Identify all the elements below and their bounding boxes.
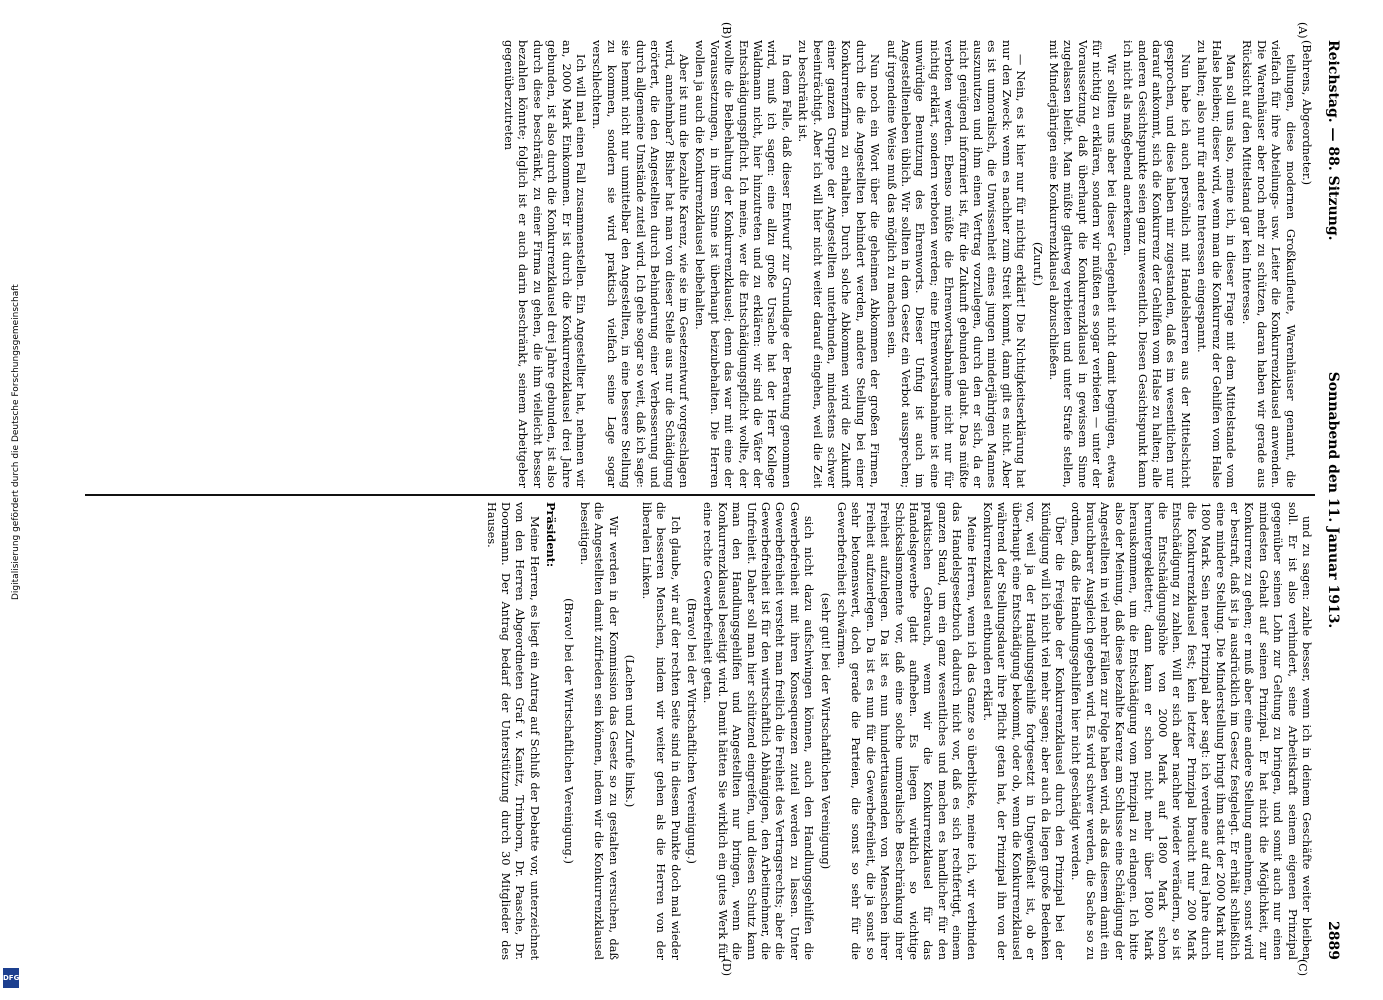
left-column <box>83 40 1313 488</box>
speaker-label <box>543 502 558 960</box>
margin-marker-c: (C) <box>1296 959 1309 976</box>
president-label: Präsident: <box>544 502 559 568</box>
paragraph: Nun noch ein Wort über die geheimen Abkommen der großen Firmen, durch die die Angestellten behindert werden, andere Stellung bei einer Konkurrenzfirma zu erhalten. Durch solche Abkommen wird die Zukunft einer ganzen Gruppe der Angestellten unterbunden, mindestens schwer beeinträchtigt. Aber ich will hier nicht weiter darauf eingehen, weil die Zeit zu beschränkt ist. <box>796 40 882 488</box>
paragraph: Meine Herren, wenn ich das Ganze so überblicke, meine ich, wir verbinden das Handelsgesetzbuch dadurch nicht vor, daß es sich rechtfertigt, einem ganzen Stand, um ein ganz wesentliches und machen es handlicher für den praktischen Gebrauch, wenn wir die Konkurrenzklausel für das Handelsgewerbe glatt aufheben. Es liegen wirklich so wichtige Schicksalsmomente vor, daß eine solche unmoralische Beschränkung ihrer Freiheit aufzulegen. Da ist es nun hunderttausenden von Menschen ihrer Freiheit aufzuerlegen. Da ist es nun für die Gewerbefreiheit, die ja sonst so sehr betonenswert, doch gerade die Parteien, die sonst so sehr für die Gewerbefreiheit schwärmen. <box>835 502 978 960</box>
margin-marker-a: (A) <box>1296 22 1309 39</box>
paragraph: — Nein, es ist hier nur für nichtig erklärt! Die Nichtigkeitserklärung hat nur den Zweck: wenn es nachher zum Streit kommt, dann gilt es nicht. Aber es ist unmoralisch, die Unwissenheit eines jungen minderjährigen Mannes auszunutzen und ihm einen Vertrag vorzulegen, durch den er sich, da er nicht genügend informiert ist, für die Zukunft gebunden glaubt. Das müßte verboten werden. Ebenso müßte die Ehrenwortsabnahme nicht nur für nichtig erklärt, sondern verboten werden; eine Ehrenwortsabnahme ist eine unwürdige Benutzung des Ehrenworts. Dieser Unfug ist auch im Angestelltenleben üblich. Wir sollten in dem Gesetz ein Verbot aussprechen; auf irgendeine Weise muß das möglich zu machen sein. <box>884 40 1028 488</box>
paragraph: Nun habe ich auch persönlich mit Handelsherren aus der Mittelschicht gesprochen, und diese haben mir zugestanden, daß es im wesentlichen nur darauf ankommt, sich die Konkurrenz der Gehilfen vom Halse zu halten; alle anderen Gesichtspunkte seien ganz unwesentlich. Diesen Gesichtspunkt kann ich nicht als maßgebend anerkennen. <box>1121 40 1192 488</box>
paragraph: Wir sollten uns aber bei dieser Gelegenheit nicht damit begnügen, etwas für nichtig zu erklären, sondern wir müßten es sogar verbieten — unter der Voraussetzung, daß überhaupt die Konkurrenzklausel in gewissem Sinne zugelassen bleibt. Man müßte glattweg verbieten und unter Strafe stellen, mit Minderjährigen eine Konkurrenzklausel abzuschließen. <box>1047 40 1118 488</box>
funding-note: Digitalisierung gefördert durch die Deutsche Forschungsgemeinschaft <box>11 284 21 600</box>
paragraph: Aber ist nun die bezahlte Karenz, wie sie im Gesetzentwurf vorgeschlagen wird, annehmbar? Bisher hat man von dieser Stelle aus nur die Schädigung erörtert, die den Angestellten durch Behinderung einer Verbesserung und durch allgemeine Umstände zuteil wird. Ich gehe sogar so weit, daß ich sage: sie hemmt nicht nur unmittelbar den Angestellten, in eine bessere Stellung zu kommen, sondern sie wird praktisch vielfach seine Lage sogar verschlechtern. <box>590 40 690 488</box>
interjection: (Lachen und Zurufe links.) <box>623 654 637 808</box>
margin-marker-b: (B) <box>720 22 733 39</box>
paragraph: Ich glaube, wir auf der rechten Seite sind in diesem Punkte doch mal wieder die besseren Menschen, indem wir weiter gehen als die Herren von der liberalen Linken. <box>639 502 682 960</box>
paragraph: und zu sagen: zahle besser, wenn ich in deinem Geschäfte weiter bleiben soll. Er ist also verhindert, seine Arbeitskraft seinem eigenen Prinzipal gegenüber seinen Lohn zur Geltung zu bringen, und somit auch nur einen mindesten Gehalt auf seinen Prinzipal. Er hat nicht die Möglichkeit, zur Konkurrenz zu gehen; er muß aber eine andere Stellung annehmen, sonst wird er bestraft, daß ist ja ausdrücklich im Gesetz festgelegt. Er erhält schließlich eine mindere Stellung. Die Minderstellung bringt ihm statt der 2000 Mark nur 1800 Mark. Sein neuer Prinzipal aber sagt: ich verdiene auf drei Jahre durch die Konkurrenzklausel fest; kein letzter Prinzipal braucht nur 200 Mark Entschädigung zu zahlen. Will er sich aber nachher wieder verändern, so ist die Entschädigungshöhe von 2000 Mark auf 1800 Mark schon heruntergeklettert; dann kann er schon nicht mehr über 1800 Mark herauskommen, um die Entschädigung vom Prinzipal zu erlangen. Ich bitte also der Meinung, daß diese bezahlte Karenz am Schlusse eine Schädigung der Angestellten in viel mehr Fällen zur Folge haben wird, als das diesem damit ein brauchbarer Ausgleich gegeben wird. Es wird schwer werden, die Sache so zu ordnen, daß die Handlungsgehilfen hier nicht geschädigt werden. <box>1069 502 1313 960</box>
interjection: (Bravo! bei der Wirtschaftlichen Vereinigung.) <box>561 598 575 864</box>
speaker-label: (Behrens, Abgeordneter.) <box>1300 40 1313 186</box>
header-session: Reichstag. — 88. Sitzung. <box>1325 40 1341 241</box>
paragraph: tellungen, diese modernen Großkaufleute, Warenhäuser genannt, die vielfach für ihre Abteilungs- usw. Leiter die Konkurrenzklausel anwenden. Die Warenhäuser aber noch mehr zu schützen, daran haben wir gerade aus Rücksicht auf den Mittelstand gar kein Interesse. <box>1240 40 1297 488</box>
paragraph: Über die Freigabe der Konkurrenzklausel durch den Prinzipal bei der Kündigung will ich nicht viel mehr sagen; aber auch da liegen große Bedenken vor, weil ja der Handlungsgehilfe fortgesetzt in Ungewißheit ist, ob er überhaupt eine Entschädigung bekommt, oder ob, wenn die Konkurrenzklausel während der Stellungsdauer ihre Pflicht getan hat, der Prinzipal ihn von der Konkurrenzklausel entbunden erklärt. <box>981 502 1067 960</box>
interjection: (Zuruf.) <box>1030 242 1044 286</box>
paragraph: sich nicht dazu aufschwingen können, auch den Handlungsgehilfen die Gewerbefreiheit mit ihren Konsequenzen zuteil werden zu lassen. Unter Gewerbefreiheit versteht man freilich die Freiheit des Vertragsrechts; aber die Gewerbefreiheit ist für den wirtschaftlich Abhängigen, den Arbeitnehmer, die Unfreiheit. Daher soll man hier schützend eingreifen, und diesen Schutz kann man den Handlungsgehilfen und Angestellten nur bringen, wenn die Konkurrenzklausel beseitigt wird. Damit hätten Sie wirklich ein gutes Werk für eine rechte Gewerbefreiheit getan. <box>701 502 816 960</box>
page-header <box>1317 40 1345 960</box>
rotated-page <box>65 20 1345 980</box>
interjection: (sehr gut! bei der Wirtschaftlichen Vereinigung) <box>818 592 832 870</box>
page-number: 2889 <box>1325 921 1341 960</box>
paragraph: Meine Herren, es liegt ein Antrag auf Schluß der Debatte vor, unterzeichnet von den Herren Abgeordneten Graf v. Kanitz, Trimborn, Dr. Paasche, Dr. Doormann. Der Antrag bedarf der Unterstützung durch 30 Mitglieder des Hauses. <box>484 502 541 960</box>
paragraph: Wir werden in der Kommission das Gesetz so zu gestalten versuchen, daß die Angestellten damit zufrieden sein können, indem wir die Konkurrenzklausel beseitigen. <box>578 502 620 960</box>
column-divider <box>85 494 1315 496</box>
paragraph: Ich will mal einen Fall zusammenstellen. Ein Angestellter hat, nehmen wir an, 2000 Mark Einkommen. Er ist durch die Konkurrenzklausel drei Jahre gebunden, ist also durch die Konkurrenzklausel drei Jahre gebunden, ist also durch diese beschränkt, zu einer Firma zu gehen, die ihm vielleicht besser bezahlen könnte; folglich ist er auch darin beschränkt, seinem Arbeitgeber gegenüberzutreten <box>502 40 588 488</box>
paragraph: In dem Falle, daß dieser Entwurf zur Grundlage der Beratung genommen wird, muß ich sagen: eine allzu große Ursache hat der Herr Kollege Waldmann nicht, hier hinzutreten und zu erklären: wir sind die Väter der Entschädigungspflicht. Ich meine, wer die Entschädigungspflicht wollte, der wollte die Beibehaltung der Konkurrenzklausel; denn das war mit eine der Voraussetzungen, in ihrem Sinne ist überhaupt beizubehalten. Die Herren wollen ja auch die Konkurrenzklausel beibehalten. <box>693 40 793 488</box>
digitization-footer <box>0 0 22 1000</box>
dfg-logo: DFG <box>3 968 19 988</box>
header-date: Sonnabend den 11. Januar 1913. <box>1325 371 1341 629</box>
paragraph: Man soll uns also, meine ich, in dieser Frage mit dem Mittelstande vom Halse bleiben; dieser wird, wenn man die Konkurrenz der Gehilfen vom Halse zu halten; also nur für andere Interessen eingespannt. <box>1195 40 1237 488</box>
interjection: (Bravo! bei der Wirtschaftlichen Vereinigung.) <box>684 598 698 864</box>
margin-marker-d: (D) <box>720 958 733 976</box>
right-column <box>83 502 1313 960</box>
